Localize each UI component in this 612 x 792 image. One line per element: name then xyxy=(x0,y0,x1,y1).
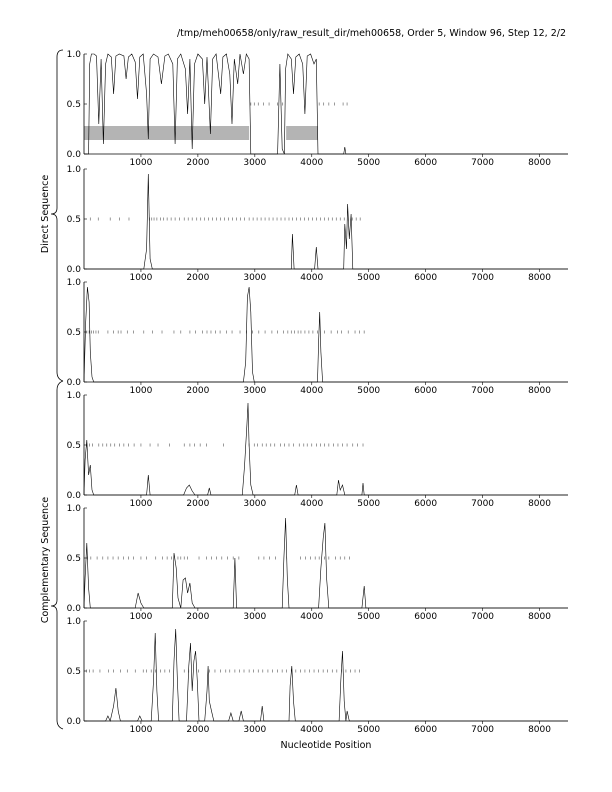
y-tick-label: 0.5 xyxy=(66,554,81,564)
y-tick-label: 1.0 xyxy=(66,165,81,175)
y-tick-label: 0.5 xyxy=(66,441,81,451)
series-line xyxy=(84,518,568,608)
y-tick-label: 0.5 xyxy=(66,100,81,110)
panel-2 xyxy=(67,165,568,283)
x-tick-label: 1000 xyxy=(129,158,153,168)
y-tick-label: 0.5 xyxy=(66,667,81,677)
x-tick-label: 8000 xyxy=(528,158,551,168)
panel-6 xyxy=(67,617,568,735)
x-tick-label: 8000 xyxy=(528,612,551,622)
complementary-sequence-label: Complementary Sequence xyxy=(40,496,51,624)
y-tick-label: 0.0 xyxy=(66,378,81,388)
x-tick-label: 4000 xyxy=(300,612,324,622)
series-line xyxy=(84,174,568,269)
x-tick-label: 3000 xyxy=(243,612,267,622)
x-tick-label: 7000 xyxy=(471,612,495,622)
x-tick-label: 8000 xyxy=(528,725,551,735)
x-tick-label: 2000 xyxy=(186,273,210,283)
x-tick-label: 1000 xyxy=(129,725,153,735)
x-tick-label: 7000 xyxy=(471,273,495,283)
x-tick-label: 1000 xyxy=(129,273,153,283)
y-tick-label: 0.5 xyxy=(66,328,81,338)
y-tick-label: 1.0 xyxy=(66,50,81,60)
x-tick-label: 6000 xyxy=(414,158,438,168)
x-tick-label: 7000 xyxy=(471,158,495,168)
x-tick-label: 6000 xyxy=(414,273,438,283)
x-tick-label: 7000 xyxy=(471,499,495,509)
x-tick-label: 4000 xyxy=(300,158,324,168)
direct-group-bracket xyxy=(51,50,63,381)
y-tick-label: 0.0 xyxy=(66,604,81,614)
x-tick-label: 5000 xyxy=(357,499,381,509)
x-tick-label: 3000 xyxy=(243,158,267,168)
codon-bar xyxy=(84,126,249,140)
x-tick-label: 5000 xyxy=(357,386,381,396)
x-tick-label: 4000 xyxy=(300,725,324,735)
x-tick-label: 4000 xyxy=(300,386,324,396)
x-tick-label: 5000 xyxy=(357,725,381,735)
y-tick-label: 0.0 xyxy=(66,150,81,160)
y-tick-label: 0.0 xyxy=(66,265,81,275)
x-tick-label: 2000 xyxy=(186,499,210,509)
series-line xyxy=(84,403,568,495)
x-tick-label: 7000 xyxy=(471,725,495,735)
y-tick-label: 1.0 xyxy=(66,617,81,627)
series-line xyxy=(84,287,568,382)
x-tick-label: 6000 xyxy=(414,386,438,396)
x-tick-label: 2000 xyxy=(186,386,210,396)
panel-3 xyxy=(67,278,568,396)
x-tick-label: 2000 xyxy=(186,158,210,168)
x-tick-label: 3000 xyxy=(243,386,267,396)
x-tick-label: 7000 xyxy=(471,386,495,396)
y-tick-label: 0.0 xyxy=(66,717,81,727)
x-tick-label: 3000 xyxy=(243,499,267,509)
x-tick-label: 3000 xyxy=(243,273,267,283)
codon-bar xyxy=(286,126,318,140)
x-tick-label: 6000 xyxy=(414,725,438,735)
x-tick-label: 5000 xyxy=(357,158,381,168)
panel-5 xyxy=(67,504,568,622)
x-tick-label: 6000 xyxy=(414,499,438,509)
x-tick-label: 6000 xyxy=(414,612,438,622)
y-tick-label: 1.0 xyxy=(66,278,81,288)
x-tick-label: 4000 xyxy=(300,273,324,283)
figure-title: /tmp/meh00658/only/raw_result_dir/meh00658, Order 5, Window 96, Step 12, 2/2 xyxy=(176,28,566,39)
complementary-group-bracket xyxy=(51,381,63,729)
x-tick-label: 4000 xyxy=(300,499,324,509)
y-tick-label: 1.0 xyxy=(66,391,81,401)
panel-4 xyxy=(67,391,568,509)
series-line xyxy=(84,629,568,721)
x-tick-label: 1000 xyxy=(129,386,153,396)
x-axis-label: Nucleotide Position xyxy=(280,740,372,751)
y-tick-label: 1.0 xyxy=(66,504,81,514)
y-tick-label: 0.5 xyxy=(66,215,81,225)
x-tick-label: 8000 xyxy=(528,499,551,509)
x-tick-label: 1000 xyxy=(129,612,153,622)
x-tick-label: 1000 xyxy=(129,499,153,509)
x-tick-label: 8000 xyxy=(528,273,551,283)
x-tick-label: 2000 xyxy=(186,725,210,735)
x-tick-label: 8000 xyxy=(528,386,551,396)
x-tick-label: 2000 xyxy=(186,612,210,622)
panels xyxy=(67,50,568,735)
x-tick-label: 5000 xyxy=(357,273,381,283)
y-tick-label: 0.0 xyxy=(66,491,81,501)
x-tick-label: 3000 xyxy=(243,725,267,735)
panel-1 xyxy=(67,50,568,168)
x-tick-label: 5000 xyxy=(357,612,381,622)
direct-sequence-label: Direct Sequence xyxy=(40,174,51,254)
